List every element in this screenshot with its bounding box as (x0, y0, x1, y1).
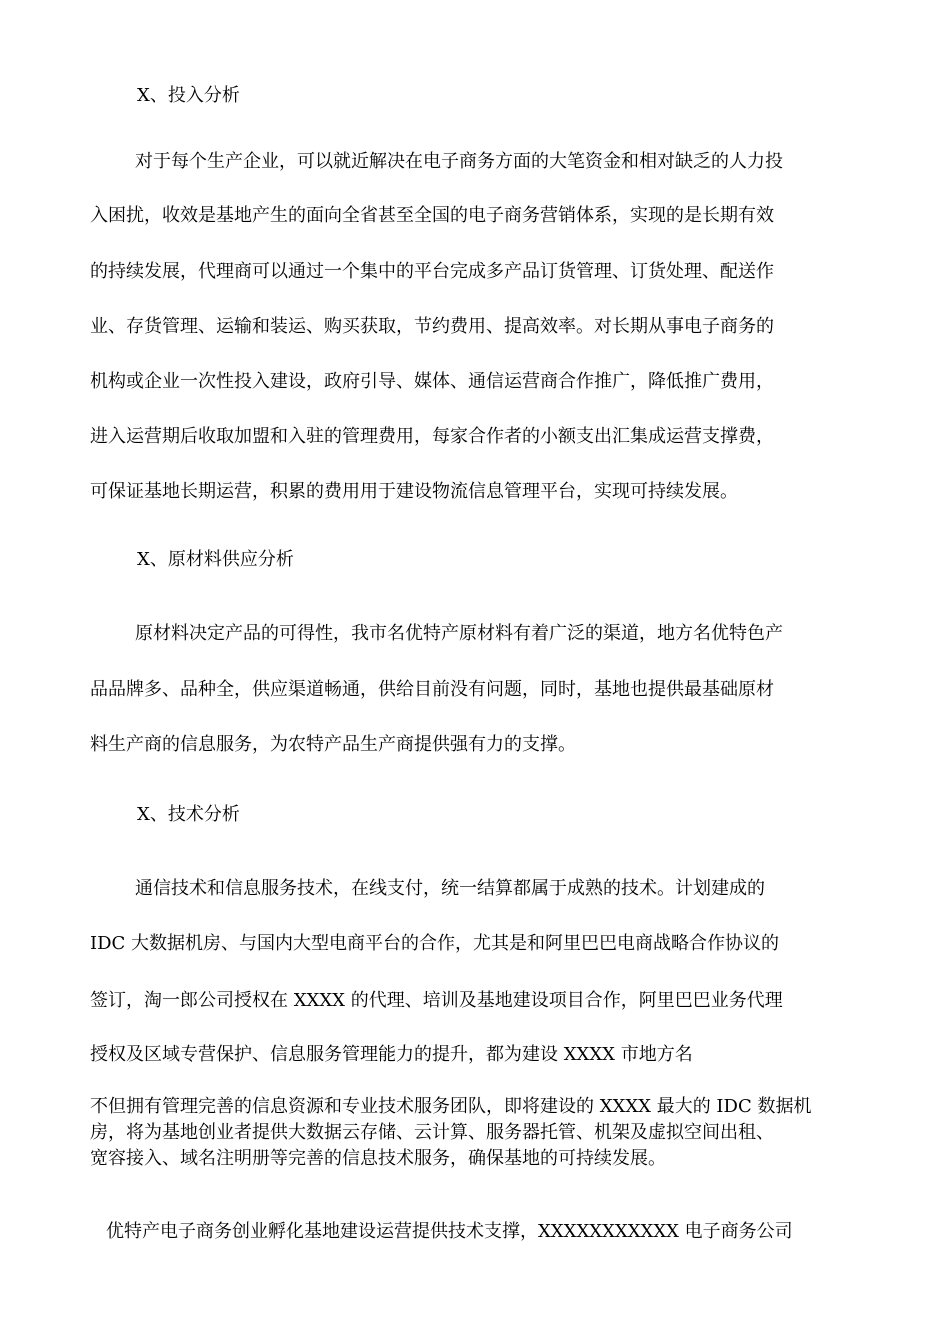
paragraph-line: IDC 大数据机房、与国内大型电商平台的合作，尤其是和阿里巴巴电商战略合作协议的 (90, 933, 780, 954)
paragraph-line: 对于每个生产企业，可以就近解决在电子商务方面的大笔资金和相对缺乏的人力投 (135, 151, 783, 172)
paragraph-line: 机构或企业一次性投入建设，政府引导、媒体、通信运营商合作推广，降低推广费用， (90, 371, 774, 392)
paragraph-line: 入困扰，收效是基地产生的面向全省甚至全国的电子商务营销体系，实现的是长期有效 (90, 205, 774, 226)
paragraph-line: 宽容接入、域名注明册等完善的信息技术服务，确保基地的可持续发展。 (90, 1148, 666, 1169)
paragraph-line: 的持续发展，代理商可以通过一个集中的平台完成多产品订货管理、订货处理、配送作 (90, 261, 774, 282)
paragraph-line: 可保证基地长期运营，积累的费用用于建设物流信息管理平台，实现可持续发展。 (90, 481, 738, 502)
section-heading-technology: X、技术分析 (137, 804, 240, 825)
paragraph-line: 授权及区域专营保护、信息服务管理能力的提升，都为建设 XXXX 市地方名 (90, 1044, 693, 1065)
paragraph-line: 业、存货管理、运输和装运、购买获取，节约费用、提高效率。对长期从事电子商务的 (90, 316, 774, 337)
closing-line: 优特产电子商务创业孵化基地建设运营提供技术支撑，XXXXXXXXXXX 电子商务公司 (106, 1221, 793, 1242)
section-heading-raw-materials: X、原材料供应分析 (137, 549, 294, 570)
paragraph-line: 房，将为基地创业者提供大数据云存储、云计算、服务器托管、机架及虚拟空间出租、 (90, 1122, 774, 1143)
paragraph-line: 原材料决定产品的可得性，我市名优特产原材料有着广泛的渠道，地方名优特色产 (135, 623, 783, 644)
paragraph-line: 品品牌多、品种全，供应渠道畅通，供给目前没有问题，同时，基地也提供最基础原材 (90, 679, 774, 700)
paragraph-line: 签订，淘一郎公司授权在 XXXX 的代理、培训及基地建设项目合作，阿里巴巴业务代理 (90, 990, 783, 1011)
paragraph-line: 料生产商的信息服务，为农特产品生产商提供强有力的支撑。 (90, 734, 576, 755)
section-heading-investment: X、投入分析 (137, 85, 240, 106)
paragraph-line: 进入运营期后收取加盟和入驻的管理费用，每家合作者的小额支出汇集成运营支撑费， (90, 426, 774, 447)
paragraph-line: 通信技术和信息服务技术，在线支付，统一结算都属于成熟的技术。计划建成的 (135, 878, 765, 899)
paragraph-line: 不但拥有管理完善的信息资源和专业技术服务团队，即将建设的 XXXX 最大的 IDC 数据机 (90, 1096, 812, 1117)
